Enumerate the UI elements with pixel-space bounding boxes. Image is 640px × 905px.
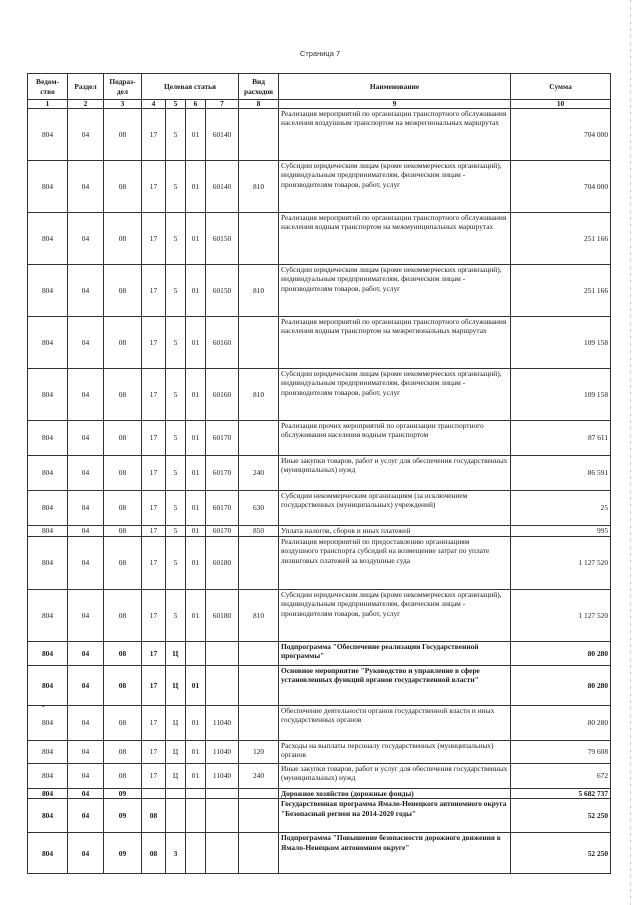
- celevaya-3-cell: 01: [186, 491, 206, 526]
- razdel-cell: 04: [68, 741, 104, 764]
- summa-cell: 80 280: [511, 666, 611, 706]
- naimenovanie-cell: Субсидии некоммерческим организациям (за исключением государственных (муниципальных) учреждений): [279, 491, 511, 526]
- celevaya-2-cell: 5: [166, 421, 186, 456]
- vid-rashodov-cell: 810: [239, 369, 279, 421]
- vid-rashodov-cell: 850: [239, 526, 279, 537]
- header-podrazdel: Подраз-дел: [104, 74, 142, 100]
- naimenovanie-cell: Подпрограмма "Повышение безопасности дорожного движения в Ямало-Ненецком автономном округе": [279, 833, 511, 874]
- table-row: [28, 265, 611, 317]
- summa-cell: 251 166: [511, 265, 611, 317]
- header-vedomstvo: Ведом-ство: [28, 74, 68, 100]
- celevaya-1-cell: 17: [142, 764, 166, 789]
- celevaya-1-cell: 17: [142, 369, 166, 421]
- podrazdel-cell: 08: [104, 526, 142, 537]
- celevaya-3-cell: 01: [186, 369, 206, 421]
- podrazdel-cell: 08: [104, 161, 142, 213]
- table-row: [28, 741, 611, 764]
- vedomstvo-cell: 804: [28, 526, 68, 537]
- table-row: [28, 706, 611, 741]
- celevaya-4-cell: [206, 666, 239, 706]
- razdel-cell: 04: [68, 369, 104, 421]
- podrazdel-cell: 08: [104, 317, 142, 369]
- table-row: [28, 537, 611, 590]
- celevaya-4-cell: [206, 833, 239, 874]
- celevaya-2-cell: [166, 799, 186, 833]
- podrazdel-cell: 09: [104, 799, 142, 833]
- celevaya-4-cell: 11040: [206, 741, 239, 764]
- table-row: [28, 491, 611, 526]
- celevaya-2-cell: Ц: [166, 741, 186, 764]
- razdel-cell: 04: [68, 491, 104, 526]
- vedomstvo-cell: 804: [28, 421, 68, 456]
- naimenovanie-cell: Субсидии юридическим лицам (кроме некоммерческих организаций), индивидуальным предпринимателям, физическим лицам - производителям товаров, работ, услуг: [279, 590, 511, 642]
- naimenovanie-cell: Реализация мероприятий по организации транспортного обслуживания населения воздушным транспортом на межрегиональных маршрутах: [279, 109, 511, 161]
- header-row: [28, 74, 611, 100]
- table-row: [28, 369, 611, 421]
- podrazdel-cell: 09: [104, 789, 142, 799]
- summa-cell: 5 682 737: [511, 789, 611, 799]
- razdel-cell: 04: [68, 213, 104, 265]
- celevaya-1-cell: 17: [142, 537, 166, 590]
- celevaya-3-cell: 01: [186, 265, 206, 317]
- razdel-cell: 04: [68, 666, 104, 706]
- celevaya-1-cell: 17: [142, 265, 166, 317]
- column-number: 9: [279, 100, 511, 109]
- summa-cell: 995: [511, 526, 611, 537]
- podrazdel-cell: 08: [104, 537, 142, 590]
- vedomstvo-cell: 804: [28, 369, 68, 421]
- celevaya-2-cell: 5: [166, 317, 186, 369]
- celevaya-4-cell: 60170: [206, 421, 239, 456]
- celevaya-1-cell: 17: [142, 666, 166, 706]
- celevaya-2-cell: Ц: [166, 642, 186, 666]
- column-number: 8: [239, 100, 279, 109]
- podrazdel-cell: 08: [104, 369, 142, 421]
- table-row: [28, 526, 611, 537]
- celevaya-3-cell: 01: [186, 590, 206, 642]
- summa-cell: 672: [511, 764, 611, 789]
- table-row: [28, 833, 611, 874]
- summa-cell: 25: [511, 491, 611, 526]
- razdel-cell: 04: [68, 421, 104, 456]
- summa-cell: 1 127 520: [511, 590, 611, 642]
- celevaya-4-cell: 60170: [206, 456, 239, 491]
- celevaya-2-cell: 5: [166, 213, 186, 265]
- vedomstvo-cell: 804: [28, 456, 68, 491]
- column-number: 10: [511, 100, 611, 109]
- podrazdel-cell: 08: [104, 706, 142, 741]
- celevaya-1-cell: 17: [142, 590, 166, 642]
- celevaya-3-cell: 01: [186, 706, 206, 741]
- naimenovanie-cell: Иные закупки товаров, работ и услуг для обеспечения государственных (муниципальных) нужд: [279, 764, 511, 789]
- razdel-cell: 04: [68, 161, 104, 213]
- celevaya-1-cell: 17: [142, 317, 166, 369]
- vid-rashodov-cell: [239, 833, 279, 874]
- podrazdel-cell: 08: [104, 764, 142, 789]
- vid-rashodov-cell: 120: [239, 741, 279, 764]
- vedomstvo-cell: 804: [28, 741, 68, 764]
- vid-rashodov-cell: [239, 666, 279, 706]
- naimenovanie-cell: Субсидии юридическим лицам (кроме некоммерческих организаций), индивидуальным предпринимателям, физическим лицам - производителям товаров, работ, услуг: [279, 265, 511, 317]
- table-row: [28, 317, 611, 369]
- vedomstvo-cell: 804: [28, 799, 68, 833]
- naimenovanie-cell: Субсидии юридическим лицам (кроме некоммерческих организаций), индивидуальным предпринимателям, физическим лицам - производителям товаров, работ, услуг: [279, 161, 511, 213]
- celevaya-1-cell: 17: [142, 456, 166, 491]
- naimenovanie-cell: Реализация мероприятий по организации транспортного обслуживания населения водным транспортом на межрегиональных маршрутах: [279, 317, 511, 369]
- vid-rashodov-cell: 630: [239, 491, 279, 526]
- table-row: [28, 666, 611, 706]
- vedomstvo-cell: 804: [28, 213, 68, 265]
- celevaya-3-cell: 01: [186, 456, 206, 491]
- table-row: [28, 799, 611, 833]
- celevaya-4-cell: 60170: [206, 526, 239, 537]
- vedomstvo-cell: 804: [28, 833, 68, 874]
- summa-cell: 80 280: [511, 706, 611, 741]
- celevaya-4-cell: 60160: [206, 317, 239, 369]
- razdel-cell: 04: [68, 109, 104, 161]
- vid-rashodov-cell: 810: [239, 590, 279, 642]
- vid-rashodov-cell: [239, 799, 279, 833]
- celevaya-1-cell: 17: [142, 741, 166, 764]
- podrazdel-cell: 08: [104, 213, 142, 265]
- razdel-cell: 04: [68, 764, 104, 789]
- celevaya-1-cell: [142, 789, 166, 799]
- vid-rashodov-cell: [239, 213, 279, 265]
- podrazdel-cell: 08: [104, 456, 142, 491]
- naimenovanie-cell: Реализация мероприятий по организации транспортного обслуживания населения водным транспортом на межмуниципальных маршрутах: [279, 213, 511, 265]
- celevaya-1-cell: 17: [142, 109, 166, 161]
- table-row: [28, 789, 611, 799]
- celevaya-2-cell: Ц: [166, 666, 186, 706]
- vid-rashodov-cell: [239, 109, 279, 161]
- vid-rashodov-cell: [239, 789, 279, 799]
- celevaya-1-cell: 08: [142, 833, 166, 874]
- vid-rashodov-cell: [239, 317, 279, 369]
- column-number: 2: [68, 100, 104, 109]
- celevaya-3-cell: 01: [186, 666, 206, 706]
- vedomstvo-cell: 804: [28, 706, 68, 741]
- column-number-row: [28, 100, 611, 109]
- naimenovanie-cell: Уплата налогов, сборов и иных платежей: [279, 526, 511, 537]
- vedomstvo-cell: 804: [28, 642, 68, 666]
- summa-cell: 80 280: [511, 642, 611, 666]
- celevaya-3-cell: 01: [186, 109, 206, 161]
- celevaya-2-cell: Ц: [166, 764, 186, 789]
- razdel-cell: 04: [68, 317, 104, 369]
- razdel-cell: 04: [68, 590, 104, 642]
- celevaya-3-cell: 01: [186, 317, 206, 369]
- header-razdel: Раздел: [68, 74, 104, 100]
- celevaya-1-cell: 17: [142, 642, 166, 666]
- table-row: [28, 764, 611, 789]
- celevaya-1-cell: 17: [142, 706, 166, 741]
- naimenovanie-cell: Основное мероприятие "Руководство и управление в сфере установленных функций органов государственной власти": [279, 666, 511, 706]
- naimenovanie-cell: Реализация мероприятий по предоставлению организациям воздушного транспорта субсидий на возмещение затрат по уплате лизинговых платежей за воздушные суда: [279, 537, 511, 590]
- column-number: 4: [142, 100, 166, 109]
- celevaya-1-cell: 17: [142, 491, 166, 526]
- celevaya-3-cell: 01: [186, 213, 206, 265]
- celevaya-3-cell: [186, 833, 206, 874]
- table-row: [28, 421, 611, 456]
- celevaya-3-cell: 01: [186, 764, 206, 789]
- celevaya-3-cell: 01: [186, 741, 206, 764]
- vedomstvo-cell: 804: [28, 666, 68, 706]
- vedomstvo-cell: 804: [28, 764, 68, 789]
- header-celevaya-statya: Целевая статья: [142, 74, 239, 100]
- celevaya-2-cell: 5: [166, 526, 186, 537]
- razdel-cell: 04: [68, 706, 104, 741]
- header-vid-rashodov: Вид расходов: [239, 74, 279, 100]
- celevaya-2-cell: 5: [166, 265, 186, 317]
- summa-cell: 86 591: [511, 456, 611, 491]
- razdel-cell: 04: [68, 537, 104, 590]
- celevaya-1-cell: 17: [142, 213, 166, 265]
- budget-table: [27, 73, 611, 874]
- naimenovanie-cell: Реализация прочих мероприятий по организации транспортного обслуживания населения водным транспортом: [279, 421, 511, 456]
- vid-rashodov-cell: 810: [239, 265, 279, 317]
- celevaya-4-cell: 60150: [206, 213, 239, 265]
- naimenovanie-cell: Дорожное хозяйство (дорожные фонды): [279, 789, 511, 799]
- podrazdel-cell: 08: [104, 421, 142, 456]
- summa-cell: 109 158: [511, 317, 611, 369]
- table-row: [28, 590, 611, 642]
- celevaya-3-cell: [186, 642, 206, 666]
- vedomstvo-cell: 804: [28, 317, 68, 369]
- podrazdel-cell: 08: [104, 666, 142, 706]
- vedomstvo-cell: 804: [28, 590, 68, 642]
- summa-cell: 52 250: [511, 833, 611, 874]
- podrazdel-cell: 08: [104, 491, 142, 526]
- razdel-cell: 04: [68, 526, 104, 537]
- podrazdel-cell: 09: [104, 833, 142, 874]
- header-naimenovanie: Наименование: [279, 74, 511, 100]
- celevaya-3-cell: 01: [186, 421, 206, 456]
- celevaya-2-cell: [166, 789, 186, 799]
- celevaya-3-cell: [186, 789, 206, 799]
- naimenovanie-cell: Иные закупки товаров, работ и услуг для обеспечения государственных (муниципальных) нужд: [279, 456, 511, 491]
- celevaya-2-cell: 5: [166, 537, 186, 590]
- celevaya-4-cell: 60160: [206, 369, 239, 421]
- header-summa: Сумма: [511, 74, 611, 100]
- page-label: Страница 7: [299, 49, 341, 58]
- celevaya-4-cell: 60180: [206, 537, 239, 590]
- summa-cell: 52 250: [511, 799, 611, 833]
- summa-cell: 251 166: [511, 213, 611, 265]
- summa-cell: 79 608: [511, 741, 611, 764]
- celevaya-3-cell: 01: [186, 526, 206, 537]
- vid-rashodov-cell: [239, 537, 279, 590]
- vid-rashodov-cell: [239, 642, 279, 666]
- naimenovanie-cell: Государственная программа Ямало-Ненецкого автономного округа "Безопасный регион на 2014-2020 годы": [279, 799, 511, 833]
- column-number: 6: [186, 100, 206, 109]
- razdel-cell: 04: [68, 265, 104, 317]
- celevaya-3-cell: 01: [186, 537, 206, 590]
- razdel-cell: 04: [68, 642, 104, 666]
- razdel-cell: 04: [68, 799, 104, 833]
- column-number: 5: [166, 100, 186, 109]
- celevaya-4-cell: 60140: [206, 109, 239, 161]
- vedomstvo-cell: 804: [28, 537, 68, 590]
- stray-mark: •: [42, 702, 45, 711]
- razdel-cell: 04: [68, 456, 104, 491]
- scan-edge-line: [630, 0, 631, 905]
- vedomstvo-cell: 804: [28, 265, 68, 317]
- vedomstvo-cell: 804: [28, 491, 68, 526]
- podrazdel-cell: 08: [104, 741, 142, 764]
- vid-rashodov-cell: [239, 706, 279, 741]
- summa-cell: 109 158: [511, 369, 611, 421]
- podrazdel-cell: 08: [104, 642, 142, 666]
- celevaya-4-cell: [206, 642, 239, 666]
- celevaya-4-cell: [206, 789, 239, 799]
- naimenovanie-cell: Расходы на выплаты персоналу государственных (муниципальных) органов: [279, 741, 511, 764]
- celevaya-2-cell: 3: [166, 833, 186, 874]
- celevaya-4-cell: 11040: [206, 706, 239, 741]
- celevaya-2-cell: 5: [166, 491, 186, 526]
- naimenovanie-cell: Субсидии юридическим лицам (кроме некоммерческих организаций), индивидуальным предпринимателям, физическим лицам - производителям товаров, работ, услуг: [279, 369, 511, 421]
- razdel-cell: 04: [68, 789, 104, 799]
- naimenovanie-cell: Обеспечение деятельности органов государственной власти и иных государственных органов: [279, 706, 511, 741]
- celevaya-4-cell: 60180: [206, 590, 239, 642]
- column-number: 1: [28, 100, 68, 109]
- summa-cell: 704 000: [511, 109, 611, 161]
- celevaya-4-cell: 11040: [206, 764, 239, 789]
- naimenovanie-cell: Подпрограмма "Обеспечение реализации Государственной программы": [279, 642, 511, 666]
- razdel-cell: 04: [68, 833, 104, 874]
- table-row: [28, 161, 611, 213]
- celevaya-4-cell: 60150: [206, 265, 239, 317]
- summa-cell: 1 127 520: [511, 537, 611, 590]
- celevaya-2-cell: 5: [166, 590, 186, 642]
- table-row: [28, 109, 611, 161]
- vid-rashodov-cell: 240: [239, 764, 279, 789]
- vedomstvo-cell: 804: [28, 161, 68, 213]
- vid-rashodov-cell: 240: [239, 456, 279, 491]
- celevaya-2-cell: 5: [166, 456, 186, 491]
- vedomstvo-cell: 804: [28, 109, 68, 161]
- column-number: 3: [104, 100, 142, 109]
- vid-rashodov-cell: [239, 421, 279, 456]
- celevaya-3-cell: 01: [186, 161, 206, 213]
- celevaya-2-cell: 5: [166, 109, 186, 161]
- table-row: [28, 642, 611, 666]
- vedomstvo-cell: 804: [28, 789, 68, 799]
- summa-cell: 704 000: [511, 161, 611, 213]
- celevaya-1-cell: 08: [142, 799, 166, 833]
- column-number: 7: [206, 100, 239, 109]
- celevaya-4-cell: [206, 799, 239, 833]
- vid-rashodov-cell: 810: [239, 161, 279, 213]
- celevaya-3-cell: [186, 799, 206, 833]
- podrazdel-cell: 08: [104, 265, 142, 317]
- summa-cell: 87 611: [511, 421, 611, 456]
- celevaya-1-cell: 17: [142, 421, 166, 456]
- podrazdel-cell: 08: [104, 590, 142, 642]
- table-row: [28, 213, 611, 265]
- celevaya-1-cell: 17: [142, 161, 166, 213]
- celevaya-2-cell: 5: [166, 369, 186, 421]
- podrazdel-cell: 08: [104, 109, 142, 161]
- celevaya-4-cell: 60170: [206, 491, 239, 526]
- celevaya-2-cell: Ц: [166, 706, 186, 741]
- celevaya-4-cell: 60140: [206, 161, 239, 213]
- celevaya-1-cell: 17: [142, 526, 166, 537]
- table-row: [28, 456, 611, 491]
- celevaya-2-cell: 5: [166, 161, 186, 213]
